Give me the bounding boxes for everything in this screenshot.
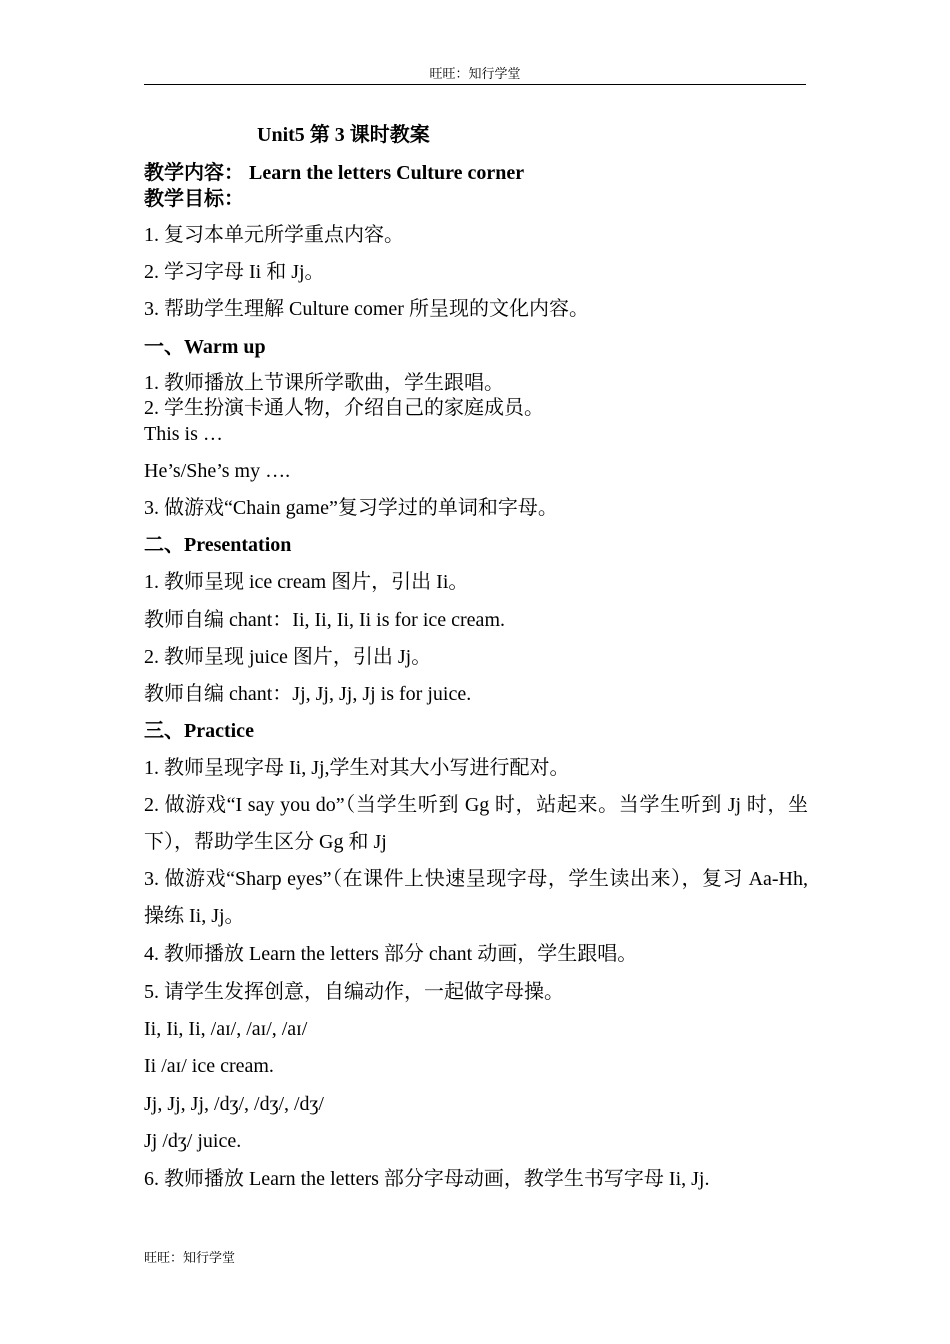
teaching-content: 教学内容： Learn the letters Culture corner <box>144 162 525 184</box>
page-header: 旺旺：知行学堂 <box>144 64 806 85</box>
presentation-item: 2. 教师呈现 juice 图片，引出 Jj。 <box>144 646 432 668</box>
practice-item: 4. 教师播放 Learn the letters 部分 chant 动画，学生跟唱。 <box>144 943 638 965</box>
warmup-heading: 一、Warm up <box>144 336 266 358</box>
warmup-item: This is … <box>144 423 223 445</box>
practice-item: 3. 做游戏“Sharp eyes”（在课件上快速呈现字母，学生读出来），复习 Aa-Hh, 操练 Ii, Jj。 <box>144 868 808 927</box>
warmup-item: 3. 做游戏“Chain game”复习学过的单词和字母。 <box>144 497 558 519</box>
chant-line: Jj /dʒ/ juice. <box>144 1130 242 1152</box>
practice-item: 1. 教师呈现字母 Ii, Jj,学生对其大小写进行配对。 <box>144 757 570 779</box>
chant-line: Ii, Ii, Ii, /aɪ/, /aɪ/, /aɪ/ <box>144 1018 308 1040</box>
practice-item: 5. 请学生发挥创意，自编动作，一起做字母操。 <box>144 981 564 1003</box>
practice-item: 6. 教师播放 Learn the letters 部分字母动画，教学生书写字母 Ii, Jj. <box>144 1168 710 1190</box>
presentation-item: 教师自编 chant：Ii, Ii, Ii, Ii is for ice cream. <box>144 609 505 631</box>
goals-heading: 教学目标： <box>144 188 244 210</box>
warmup-item: 2. 学生扮演卡通人物，介绍自己的家庭成员。 <box>144 397 544 419</box>
goal-item: 1. 复习本单元所学重点内容。 <box>144 224 404 246</box>
practice-heading: 三、Practice <box>144 720 254 742</box>
practice-item: 2. 做游戏“I say you do”（当学生听到 Gg 时，站起来。当学生听到 Jj 时，坐下），帮助学生区分 Gg 和 Jj <box>144 794 808 853</box>
warmup-item: 1. 教师播放上节课所学歌曲，学生跟唱。 <box>144 372 504 394</box>
presentation-heading: 二、Presentation <box>144 534 292 556</box>
goal-item: 3. 帮助学生理解 Culture comer 所呈现的文化内容。 <box>144 298 589 320</box>
page-footer: 旺旺：知行学堂 <box>144 1250 236 1265</box>
presentation-item: 教师自编 chant：Jj, Jj, Jj, Jj is for juice. <box>144 683 472 705</box>
chant-line: Jj, Jj, Jj, /dʒ/, /dʒ/, /dʒ/ <box>144 1093 324 1115</box>
warmup-item: He’s/She’s my …. <box>144 460 291 482</box>
goal-item: 2. 学习字母 Ii 和 Jj。 <box>144 261 325 283</box>
chant-line: Ii /aɪ/ ice cream. <box>144 1055 274 1077</box>
presentation-item: 1. 教师呈现 ice cream 图片，引出 Ii。 <box>144 571 469 593</box>
document-title: Unit5 第 3 课时教案 <box>257 124 430 146</box>
